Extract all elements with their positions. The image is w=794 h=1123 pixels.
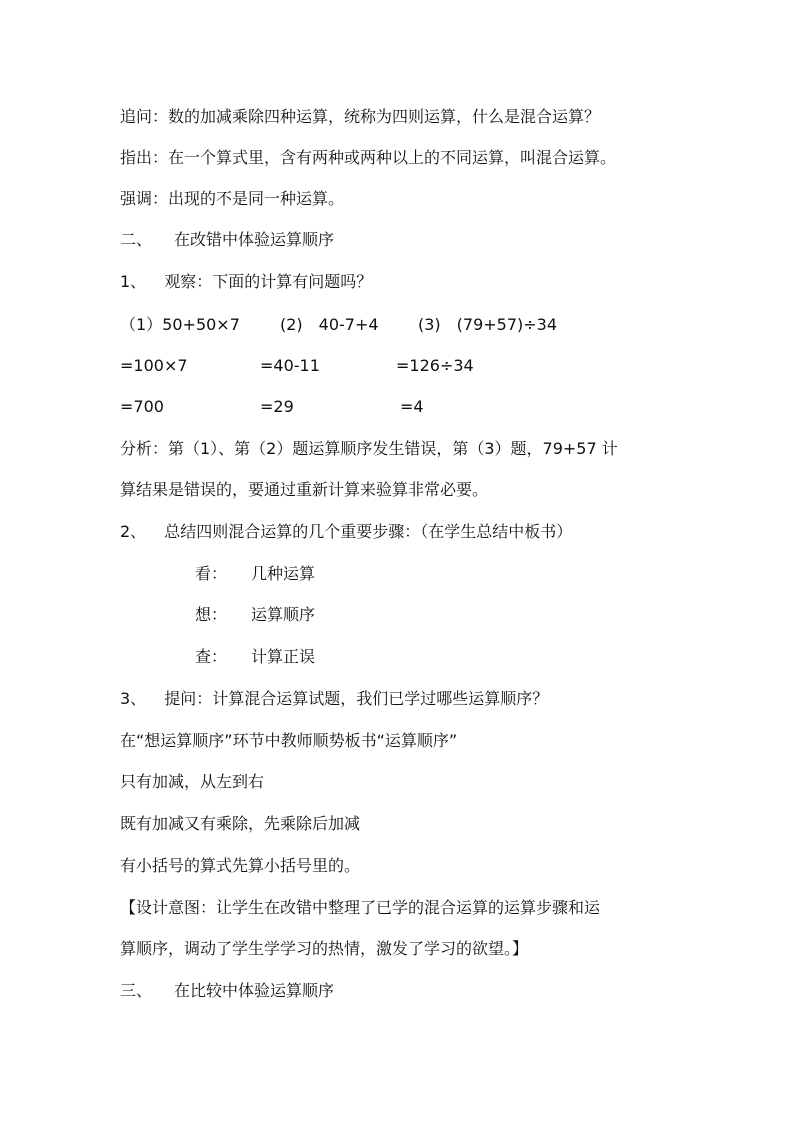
calc-row-2 bbox=[120, 355, 720, 377]
calc-cell: =126÷34 bbox=[396, 356, 474, 375]
step-look bbox=[195, 563, 315, 585]
section-number: 二、 bbox=[120, 230, 153, 249]
step-check bbox=[195, 646, 315, 668]
step-text: 运算顺序 bbox=[251, 605, 316, 624]
order-rule-1: 只有加减，从左到右 bbox=[120, 772, 265, 791]
item-number: 3、 bbox=[120, 689, 147, 708]
item-text: 提问：计算混合运算试题，我们已学过哪些运算顺序？ bbox=[164, 689, 549, 708]
calc-row-1 bbox=[120, 314, 720, 336]
section-heading-2 bbox=[120, 229, 334, 251]
item-number: 1、 bbox=[120, 272, 147, 291]
calc-cell: =40-11 bbox=[260, 356, 320, 375]
section-title: 在比较中体验运算顺序 bbox=[174, 981, 335, 1000]
design-intent-paragraph-cont: 算顺序，调动了学生学学习的热情，激发了学习的欲望。】 bbox=[120, 939, 529, 958]
step-label: 想： bbox=[195, 605, 228, 624]
emphasis-paragraph: 强调：出现的不是同一种运算。 bbox=[120, 189, 345, 208]
item-text: 总结四则混合运算的几个重要步骤：（在学生总结中板书） bbox=[164, 522, 573, 541]
calc-cell: =100×7 bbox=[120, 356, 188, 375]
order-rule-3: 有小括号的算式先算小括号里的。 bbox=[120, 856, 361, 875]
analysis-paragraph-cont: 算结果是错误的，要通过重新计算来验算非常必要。 bbox=[120, 480, 489, 499]
calc-cell: =29 bbox=[260, 397, 294, 416]
section-title: 在改错中体验运算顺序 bbox=[174, 230, 335, 249]
step-label: 查： bbox=[195, 647, 228, 666]
step-text: 几种运算 bbox=[251, 564, 316, 583]
step-text: 计算正误 bbox=[251, 647, 316, 666]
list-item-3 bbox=[120, 688, 548, 710]
list-item-1 bbox=[120, 271, 372, 293]
step-label: 看： bbox=[195, 564, 228, 583]
design-intent-paragraph: 【设计意图：让学生在改错中整理了已学的混合运算的运算步骤和运 bbox=[120, 898, 601, 917]
list-item-2 bbox=[120, 521, 572, 543]
calc-cell: （1）50+50×7 bbox=[120, 315, 240, 334]
calc-cell: (3) (79+57)÷34 bbox=[418, 315, 558, 334]
item-text: 观察：下面的计算有问题吗？ bbox=[164, 272, 373, 291]
item-number: 2、 bbox=[120, 522, 147, 541]
step-think bbox=[195, 604, 315, 626]
question-paragraph: 追问：数的加减乘除四种运算，统称为四则运算，什么是混合运算？ bbox=[120, 107, 601, 126]
calc-cell: =4 bbox=[400, 397, 424, 416]
calc-cell: (2) 40-7+4 bbox=[280, 315, 379, 334]
order-rule-2: 既有加减又有乘除，先乘除后加减 bbox=[120, 814, 361, 833]
calc-cell: =700 bbox=[120, 397, 164, 416]
board-note-paragraph: 在“想运算顺序”环节中教师顺势板书“运算顺序” bbox=[120, 731, 458, 750]
calc-row-3 bbox=[120, 396, 720, 418]
section-number: 三、 bbox=[120, 981, 153, 1000]
analysis-paragraph: 分析：第（1）、第（2）题运算顺序发生错误，第（3）题，79+57 计 bbox=[120, 439, 618, 458]
definition-paragraph: 指出：在一个算式里，含有两种或两种以上的不同运算，叫混合运算。 bbox=[120, 148, 617, 167]
section-heading-3 bbox=[120, 980, 334, 1002]
